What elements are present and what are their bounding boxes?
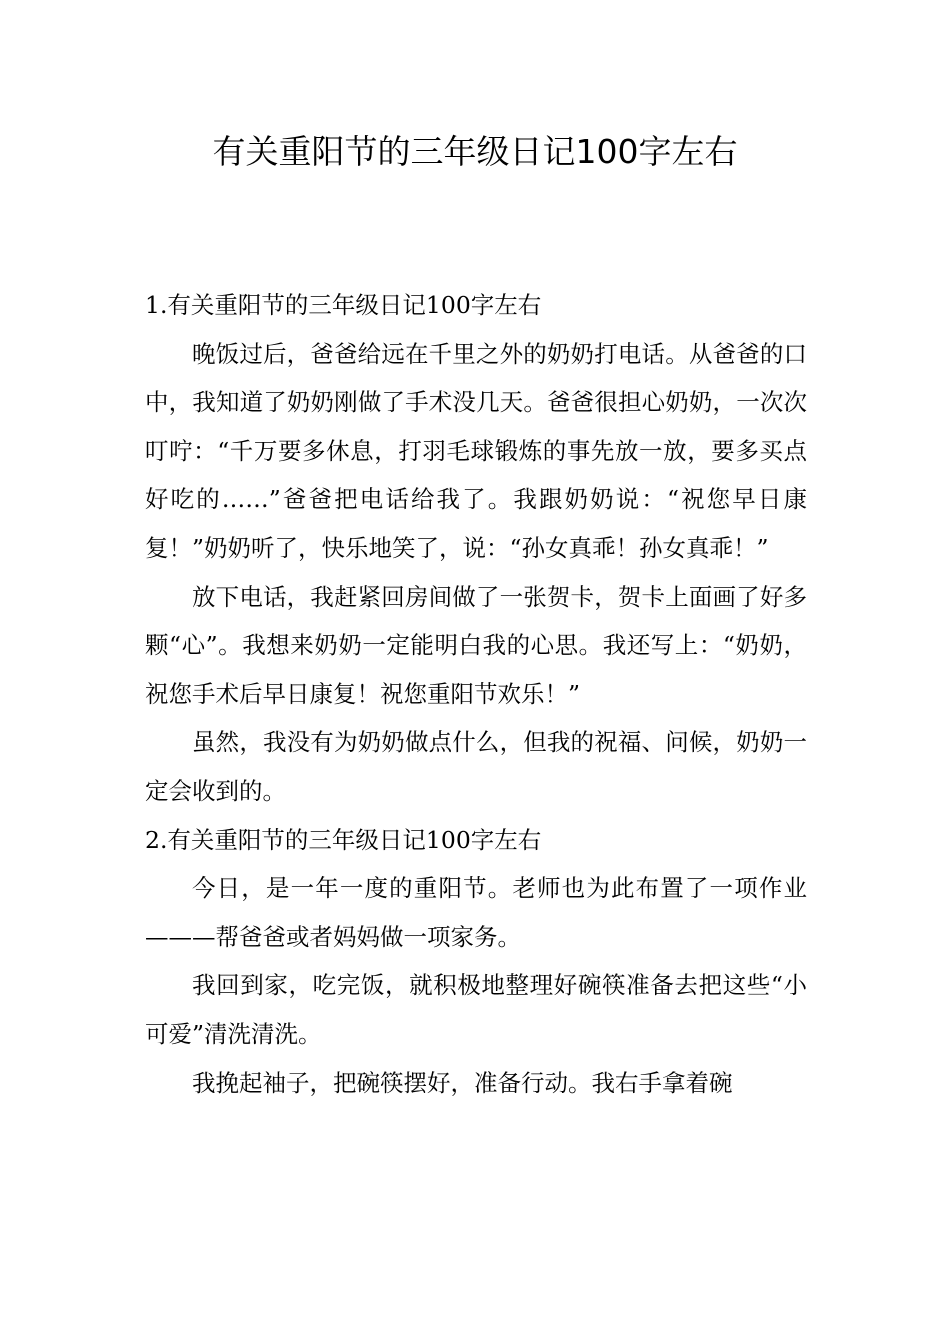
section-1 bbox=[145, 281, 807, 816]
document-body bbox=[145, 281, 807, 1107]
paragraph: 我挽起袖子，把碗筷摆好，准备行动。我右手拿着碗 bbox=[192, 1068, 733, 1097]
paragraph: 虽然，我没有为奶奶做点什么，但我的祝福、问候，奶奶一定会收到的。 bbox=[145, 728, 807, 805]
paragraph: 放下电话，我赶紧回房间做了一张贺卡，贺卡上面画了好多颗“心”。我想来奶奶一定能明白我的心思。我还写上：“奶奶，祝您手术后早日康复！祝您重阳节欢乐！” bbox=[145, 582, 807, 708]
paragraph: 我回到家，吃完饭，就积极地整理好碗筷准备去把这些“小可爱”清洗清洗。 bbox=[145, 971, 807, 1048]
document-title: 有关重阳节的三年级日记100字左右 bbox=[212, 132, 738, 171]
section-2 bbox=[145, 816, 807, 1108]
paragraph: 晚饭过后，爸爸给远在千里之外的奶奶打电话。从爸爸的口中，我知道了奶奶刚做了手术没几天。爸爸很担心奶奶，一次次叮咛：“千万要多休息，打羽毛球锻炼的事先放一放，要多买点好吃的……”爸爸把电话给我了。我跟奶奶说：“祝您早日康复！”奶奶听了，快乐地笑了，说：“孙女真乖！孙女真乖！” bbox=[145, 339, 807, 562]
section-heading: 2.有关重阳节的三年级日记100字左右 bbox=[145, 825, 542, 854]
paragraph: 今日，是一年一度的重阳节。老师也为此布置了一项作业———帮爸爸或者妈妈做一项家务。 bbox=[145, 874, 807, 951]
section-heading: 1.有关重阳节的三年级日记100字左右 bbox=[145, 291, 542, 319]
